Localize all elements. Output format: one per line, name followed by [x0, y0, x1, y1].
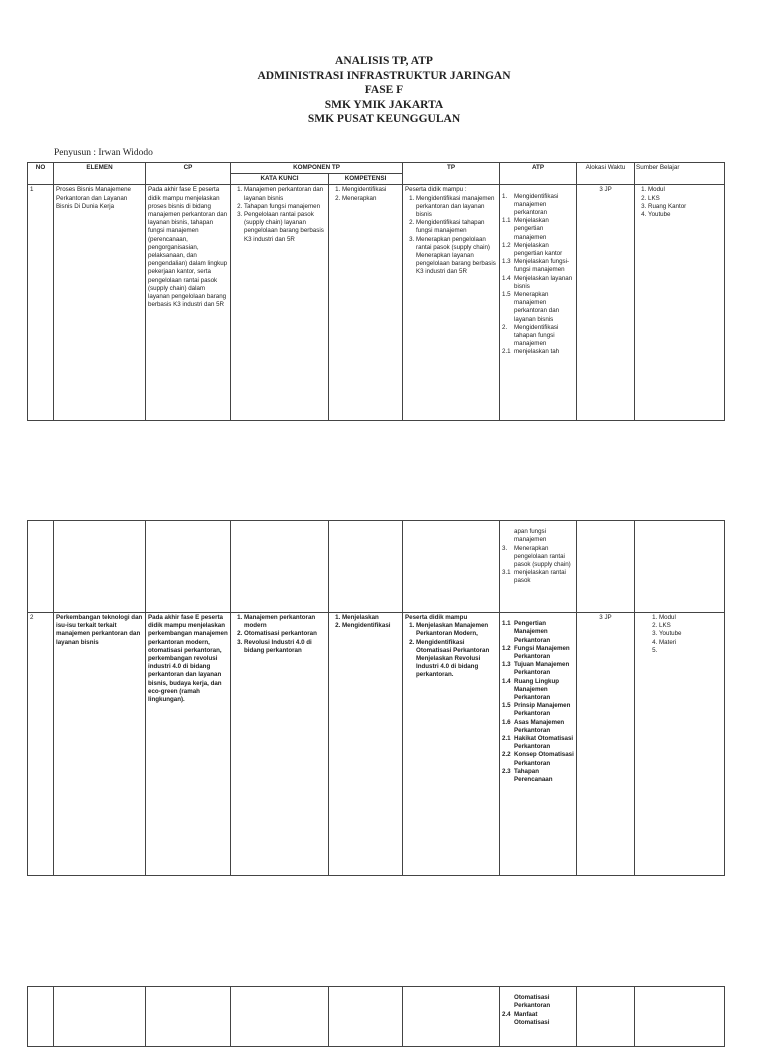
cell-cp: Pada akhir fase E peserta didik mampu menjelaskan proses bisnis di bidang manajemen perkantoran dan layanan bisnis, tahapan fungsi manajemen (perencanaan, pengorganisasian, pelaksanaan, dan pengendalian) dalam lingkup pekerjaan kantor, serta pengelolaan rantai pasok (supply chain) dalam layanan pengelolaan barang berbasis K3 industri dan 5R	[146, 185, 231, 421]
list-item: 3. Youtube	[659, 630, 722, 638]
list-item: 1. Mengidentifikasi manajemen perkantoran dan layanan bisnis	[416, 195, 497, 220]
list-item: 1.3 Tujuan Manajemen Perkantoran	[502, 661, 570, 677]
list-item: 1.2 Fungsi Manajemen Perkantoran	[502, 644, 570, 660]
cell-kata-kunci	[231, 613, 329, 876]
list-item: 1.1 Pengertian Manajemen Perkantoran	[502, 620, 551, 644]
author-line: Penyusun : Irwan Widodo	[54, 148, 153, 158]
list-item: 2. LKS	[648, 195, 722, 203]
list-item: 2. Tahapan fungsi manajemen	[244, 203, 326, 211]
list-item	[659, 647, 722, 655]
header-kata-kunci: KATA KUNCI	[231, 174, 329, 185]
list-item: 1.4 Ruang Lingkup Manajemen Perkantoran	[502, 677, 560, 702]
list-item: 1. Menjelaskan Manajemen Perkantoran Modern,	[416, 622, 497, 638]
header-elemen: ELEMEN	[54, 163, 146, 185]
header-alokasi: Alokasi Waktu	[577, 163, 635, 185]
list-item: Otomatisasi Perkantoran	[514, 994, 551, 1010]
title-line-3: FASE F	[364, 84, 404, 96]
header-komponen: KOMPONEN TP	[231, 163, 403, 174]
list-item: 2.2 Konsep Otomatisasi Perkantoran	[502, 751, 574, 767]
list-item: 2. Otomatisasi perkantoran	[244, 630, 326, 638]
tp-intro: Peserta didik mampu :	[405, 186, 467, 194]
list-item: 1.6 Asas Manajemen Perkantoran	[502, 718, 565, 734]
list-item: 2. Menerapkan	[342, 195, 400, 203]
header-sumber: Sumber Belajar	[635, 163, 725, 185]
analysis-table-page2	[27, 520, 725, 876]
cell-no: 1	[28, 185, 54, 421]
cell-cp: Pada akhir fase E peserta didik mampu menjelaskan perkembangan manajemen perkantoran modern, otomatisasi perkantoran, perkembangan revolusi industri 4.0 di bidang perkantoran dan layanan bisnis, budaya kerja, dan eco-green (ramah lingkungan).	[146, 613, 231, 876]
table-row	[28, 185, 725, 421]
list-item: 1. Mengidentifikasi manajemen perkantoran	[502, 192, 559, 216]
list-item: 1. Modul	[648, 186, 722, 194]
tp-intro: Peserta didik mampu	[405, 614, 468, 621]
list-item: 4. Materi	[659, 639, 722, 647]
list-item: 1. Modul	[659, 614, 722, 622]
analysis-table-page1	[27, 162, 725, 421]
list-item: 2.1 Hakikat Otomatisasi Perkantoran	[502, 735, 574, 751]
title-line-5: SMK PUSAT KEUNGGULAN	[307, 113, 461, 125]
list-item: 2. Mengidentifikasi tahapan fungsi manajemen	[502, 323, 559, 348]
list-item: 2.1 menjelaskan tah	[502, 348, 560, 356]
header-row	[28, 163, 725, 174]
list-item: 2.4 Manfaat Otomatisasi	[502, 1010, 550, 1026]
cell-alokasi: 3 JP	[577, 185, 635, 421]
list-item: 1.5 Menerapkan manajemen perkantoran dan layanan bisnis	[502, 291, 560, 323]
header-tp: TP	[403, 163, 500, 185]
cell-sumber	[635, 185, 725, 421]
list-item: 1.1 Menjelaskan pengertian manajemen	[502, 217, 549, 241]
list-item: 2.3 Tahapan Perencanaan	[502, 767, 553, 784]
cell-sumber	[635, 613, 725, 876]
list-item: apan fungsi manajemen	[514, 528, 547, 544]
header-cp: CP	[146, 163, 231, 185]
list-item: 1. Manajemen perkantoran dan layanan bisnis	[244, 186, 326, 202]
list-item: 1.4 Menjelaskan layanan bisnis	[502, 274, 573, 290]
list-item: 3. Ruang Kantor	[648, 203, 722, 211]
title-line-2: ADMINISTRASI INFRASTRUKTUR JARINGAN	[257, 69, 511, 82]
table-row	[28, 521, 725, 613]
document-title	[0, 54, 768, 127]
header-no: NO	[28, 163, 54, 185]
cell-no: 2	[28, 613, 54, 876]
list-item: 3. Menerapkan pengelolaan rantai pasok (supply chain) Menerapkan layanan pengelolaan barang berbasis K3 industri dan 5R	[416, 236, 497, 277]
cell-atp	[500, 613, 577, 876]
table-row	[28, 987, 725, 1047]
list-item: 1. Manajemen perkantoran modern	[244, 614, 326, 630]
list-item: 1.5 Prinsip Manajemen Perkantoran	[502, 702, 571, 718]
list-item: 2. LKS	[659, 622, 722, 630]
cell-kata-kunci	[231, 185, 329, 421]
cell-atp	[500, 987, 577, 1047]
cell-tp	[403, 613, 500, 876]
cell-atp	[500, 185, 577, 421]
list-item: 3. Pengelolaan rantai pasok (supply chain) layanan pengelolaan barang berbasis K3 industri dan 5R	[244, 211, 326, 244]
header-kompetensi: KOMPETENSI	[329, 174, 403, 185]
list-item: 3.1 menjelaskan rantai pasok	[502, 569, 566, 585]
cell-atp	[500, 521, 577, 613]
list-item: 2. Mengidentifikasi tahapan fungsi manajemen	[416, 219, 497, 235]
cell-elemen: Perkembangan teknologi dan isu-isu terkait terkait manajemen perkantoran dan layanan bisnis	[54, 613, 146, 876]
list-item: 2. Mengidentifikasi Otomatisasi Perkantoran Menjelaskan Revolusi Industri 4.0 di bidang perkantoran.	[416, 639, 497, 680]
table-row	[28, 613, 725, 876]
title-line-4: SMK YMIK JAKARTA	[324, 98, 444, 111]
list-item: 1.3 Menjelaskan fungsi-fungsi manajemen	[502, 258, 570, 274]
list-item: 4. Youtube	[648, 211, 722, 219]
list-item: 3. Revolusi Industri 4.0 di bidang perkantoran	[244, 639, 326, 655]
list-item: 1.2 Menjelaskan pengertian kantor	[502, 241, 563, 258]
cell-alokasi: 3 JP	[577, 613, 635, 876]
list-item: 2. Mengidentifikasi	[342, 622, 400, 630]
cell-elemen: Proses Bisnis Manajemene Perkantoran dan Layanan Bisnis Di Dunia Kerja	[54, 185, 146, 421]
analysis-table-page3	[27, 986, 725, 1047]
list-item: 1. Menjelaskan	[342, 614, 400, 622]
list-item: 3. Menerapkan pengelolaan rantai pasok (supply chain)	[502, 544, 571, 568]
header-atp: ATP	[500, 163, 577, 185]
cell-kompetensi	[329, 185, 403, 421]
title-line-1: ANALISIS TP, ATP	[335, 55, 433, 67]
cell-tp	[403, 185, 500, 421]
cell-kompetensi	[329, 613, 403, 876]
list-item: 1. Mengidentifikasi	[342, 186, 400, 194]
